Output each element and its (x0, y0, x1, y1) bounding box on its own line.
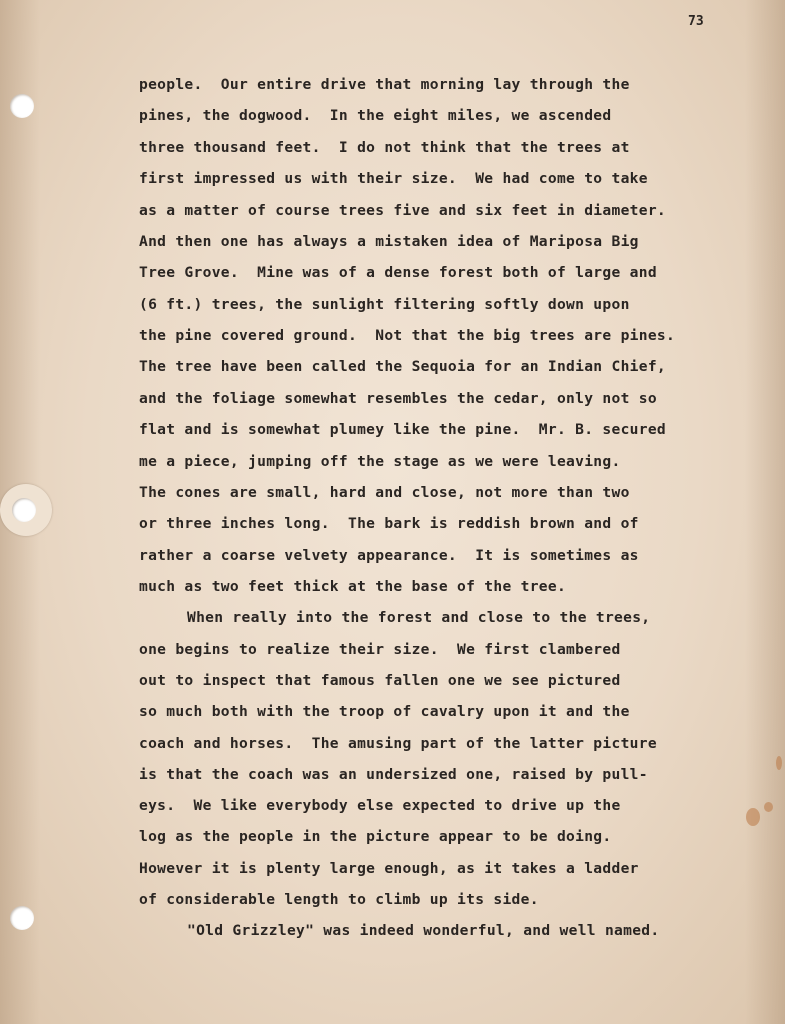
text-line: the pine covered ground. Not that the big trees are pines. (139, 327, 676, 344)
text-line: flat and is somewhat plumey like the pine. Mr. B. secured (139, 421, 666, 438)
paper-stain (746, 808, 760, 826)
text-line: When really into the forest and close to the trees, (187, 609, 651, 626)
text-line: The tree have been called the Sequoia for an Indian Chief, (139, 358, 666, 375)
text-line: The cones are small, hard and close, not more than two (139, 484, 630, 501)
text-line: (6 ft.) trees, the sunlight filtering softly down upon (139, 296, 630, 313)
text-line: And then one has always a mistaken idea of Mariposa Big (139, 233, 639, 250)
text-line: Tree Grove. Mine was of a dense forest both of large and (139, 264, 657, 281)
text-line: as a matter of course trees five and six feet in diameter. (139, 202, 666, 219)
text-line: one begins to realize their size. We first clambered (139, 641, 621, 658)
text-line: much as two feet thick at the base of the tree. (139, 578, 567, 595)
right-edge-shadow (745, 0, 785, 1024)
text-line: or three inches long. The bark is reddish brown and of (139, 515, 639, 532)
text-line: me a piece, jumping off the stage as we were leaving. (139, 453, 621, 470)
text-line: "Old Grizzley" was indeed wonderful, and well named. (187, 922, 660, 939)
text-line: rather a coarse velvety appearance. It is sometimes as (139, 547, 639, 564)
text-line: is that the coach was an undersized one, raised by pull- (139, 766, 648, 783)
punch-hole-top (10, 94, 34, 118)
paper-stain (776, 756, 782, 770)
text-line: people. Our entire drive that morning lay through the (139, 76, 630, 93)
text-line: so much both with the troop of cavalry upon it and the (139, 703, 630, 720)
text-line: eys. We like everybody else expected to drive up the (139, 797, 621, 814)
paper-stain (764, 802, 773, 812)
text-line: coach and horses. The amusing part of the latter picture (139, 735, 657, 752)
text-line: out to inspect that famous fallen one we see pictured (139, 672, 621, 689)
punch-hole-bottom (10, 906, 34, 930)
text-line: pines, the dogwood. In the eight miles, we ascended (139, 107, 612, 124)
text-line: first impressed us with their size. We had come to take (139, 170, 648, 187)
punch-hole-middle (12, 498, 36, 522)
text-line: of considerable length to climb up its side. (139, 891, 539, 908)
text-line: log as the people in the picture appear to be doing. (139, 828, 612, 845)
text-line: and the foliage somewhat resembles the cedar, only not so (139, 390, 657, 407)
text-line: three thousand feet. I do not think that the trees at (139, 139, 630, 156)
page-number: 73 (688, 14, 704, 29)
text-line: However it is plenty large enough, as it takes a ladder (139, 860, 639, 877)
